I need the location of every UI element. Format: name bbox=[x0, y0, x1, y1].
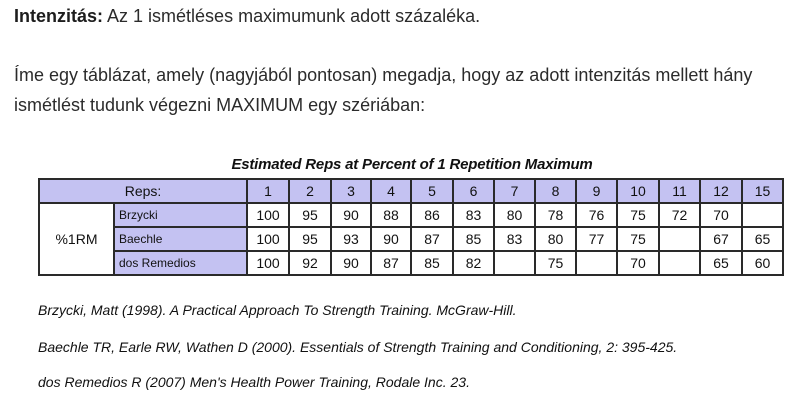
percent-cell: 92 bbox=[289, 251, 331, 275]
percent-cell: 88 bbox=[371, 203, 411, 227]
percent-cell: 87 bbox=[411, 227, 453, 251]
reps-header-cell: 11 bbox=[659, 179, 700, 203]
percent-cell: 72 bbox=[659, 203, 700, 227]
percent-cell: 86 bbox=[411, 203, 453, 227]
percent-cell: 85 bbox=[411, 251, 453, 275]
method-label: dos Remedios bbox=[114, 251, 247, 275]
percent-cell: 80 bbox=[494, 203, 535, 227]
percent-cell: 65 bbox=[700, 251, 742, 275]
reps-header-cell: 6 bbox=[453, 179, 494, 203]
percent-cell: 93 bbox=[331, 227, 371, 251]
intensity-definition bbox=[14, 4, 480, 28]
percent-cell: 83 bbox=[453, 203, 494, 227]
table-row bbox=[39, 251, 783, 275]
table-title: Estimated Reps at Percent of 1 Repetition Maximum bbox=[231, 156, 593, 173]
method-label: Baechle bbox=[114, 227, 247, 251]
reps-header-cell: 2 bbox=[289, 179, 331, 203]
table-intro-paragraph: Íme egy táblázat, amely (nagyjából pontosan) megadja, hogy az adott intenzitás mellett hány ismétlést tudunk végezni MAXIMUM egy szériában: bbox=[14, 65, 753, 115]
percent-cell: 76 bbox=[576, 203, 617, 227]
percent-cell: 70 bbox=[617, 251, 659, 275]
percent-cell bbox=[659, 227, 700, 251]
percent-cell: 75 bbox=[535, 251, 576, 275]
percent-cell: 83 bbox=[494, 227, 535, 251]
percent-cell: 87 bbox=[371, 251, 411, 275]
reps-header-cell: 4 bbox=[371, 179, 411, 203]
reps-header-row bbox=[39, 179, 783, 203]
method-label: Brzycki bbox=[114, 203, 247, 227]
reps-header-cell: 8 bbox=[535, 179, 576, 203]
table-row bbox=[39, 227, 783, 251]
percent-cell: 90 bbox=[331, 251, 371, 275]
percent-cell: 67 bbox=[700, 227, 742, 251]
percent-cell: 95 bbox=[289, 203, 331, 227]
percent-cell: 100 bbox=[247, 227, 289, 251]
percent-cell: 100 bbox=[247, 251, 289, 275]
percent-cell bbox=[742, 203, 783, 227]
percent-cell: 90 bbox=[371, 227, 411, 251]
percent-cell: 95 bbox=[289, 227, 331, 251]
percent-1rm-label: %1RM bbox=[39, 203, 114, 275]
percent-cell: 80 bbox=[535, 227, 576, 251]
percent-cell: 65 bbox=[742, 227, 783, 251]
percent-cell: 85 bbox=[453, 227, 494, 251]
reps-header-label: Reps: bbox=[39, 179, 247, 203]
reps-header-cell: 12 bbox=[700, 179, 742, 203]
reps-header-cell: 3 bbox=[331, 179, 371, 203]
reps-header-cell: 7 bbox=[494, 179, 535, 203]
percent-cell: 90 bbox=[331, 203, 371, 227]
percent-cell: 75 bbox=[617, 203, 659, 227]
reps-header-cell: 10 bbox=[617, 179, 659, 203]
table-row bbox=[39, 203, 783, 227]
reps-header-cell: 1 bbox=[247, 179, 289, 203]
citation-baechle: Baechle TR, Earle RW, Wathen D (2000). Essentials of Strength Training and Conditioning, 2: 395-425. bbox=[38, 339, 678, 355]
intensity-text: Az 1 ismétléses maximumunk adott százaléka. bbox=[103, 6, 481, 26]
percent-cell: 60 bbox=[742, 251, 783, 275]
reps-header-cell: 5 bbox=[411, 179, 453, 203]
percent-cell: 77 bbox=[576, 227, 617, 251]
reps-table bbox=[38, 178, 784, 276]
intensity-label: Intenzitás: bbox=[14, 6, 104, 26]
percent-cell: 78 bbox=[535, 203, 576, 227]
reps-header-cell: 15 bbox=[742, 179, 783, 203]
percent-cell: 70 bbox=[700, 203, 742, 227]
reps-header-cell: 9 bbox=[576, 179, 617, 203]
percent-cell bbox=[576, 251, 617, 275]
percent-cell: 100 bbox=[247, 203, 289, 227]
percent-cell: 82 bbox=[453, 251, 494, 275]
citation-brzycki: Brzycki, Matt (1998). A Practical Approach To Strength Training. McGraw-Hill. bbox=[38, 302, 517, 318]
percent-cell bbox=[659, 251, 700, 275]
percent-cell bbox=[494, 251, 535, 275]
percent-cell: 75 bbox=[617, 227, 659, 251]
citation-dos-remedios: dos Remedios R (2007) Men's Health Power Training, Rodale Inc. 23. bbox=[38, 374, 470, 390]
